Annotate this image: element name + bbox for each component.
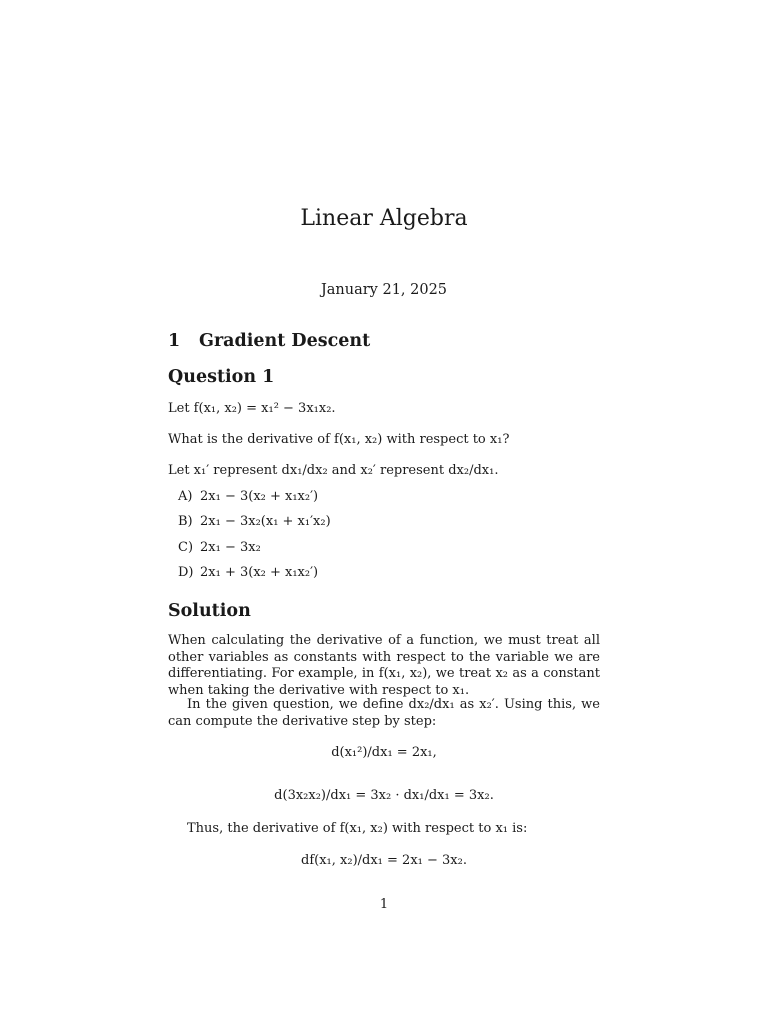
page-number: 1: [379, 897, 389, 912]
solution-paragraph-2: In the given question, we define dx₂/dx₁ as x₂′. Using this, we can compute the derivative step by step:: [168, 697, 600, 729]
question-notation-line: Let x₁′ represent dx₁/dx₂ and x₂′ represent dx₂/dx₁.: [168, 463, 499, 478]
question-heading: Question 1: [168, 367, 275, 387]
option-d-text: 2x₁ + 3(x₂ + x₁x₂′): [200, 565, 319, 580]
option-d-label: D): [178, 565, 194, 580]
section-title: Gradient Descent: [199, 331, 371, 351]
option-a-label: A): [178, 489, 193, 504]
option-c-label: C): [178, 540, 194, 555]
solution-heading: Solution: [168, 601, 251, 621]
option-b-label: B): [178, 514, 193, 529]
equation-2: d(3x₂x₂)/dx₁ = 3x₂ · dx₁/dx₁ = 3x₂.: [274, 788, 494, 803]
question-prompt-line: What is the derivative of f(x₁, x₂) with respect to x₁?: [168, 432, 510, 447]
solution-paragraph-3: Thus, the derivative of f(x₁, x₂) with respect to x₁ is:: [187, 821, 528, 836]
option-b: [178, 514, 331, 529]
question-function-line: Let f(x₁, x₂) = x₁² − 3x₁x₂.: [168, 401, 336, 416]
equation-1: d(x₁²)/dx₁ = 2x₁,: [331, 745, 437, 760]
document-title: Linear Algebra: [300, 206, 468, 231]
option-c-text: 2x₁ − 3x₂: [200, 540, 261, 555]
option-b-text: 2x₁ − 3x₂(x₁ + x₁′x₂): [200, 514, 331, 529]
solution-paragraph-1: When calculating the derivative of a function, we must treat all other variables as constants with respect to the variable we are differentiating. For example, in f(x₁, x₂), we treat x₂ as a constant when taking the derivative with respect to x₁.: [168, 633, 600, 698]
equation-3: df(x₁, x₂)/dx₁ = 2x₁ − 3x₂.: [301, 853, 467, 868]
option-a: [178, 489, 318, 504]
section-heading: [168, 331, 370, 351]
section-number: 1: [168, 331, 181, 351]
document-date: January 21, 2025: [320, 282, 448, 298]
option-c: [178, 540, 261, 555]
option-a-text: 2x₁ − 3(x₂ + x₁x₂′): [200, 489, 319, 504]
option-d: [178, 565, 318, 580]
